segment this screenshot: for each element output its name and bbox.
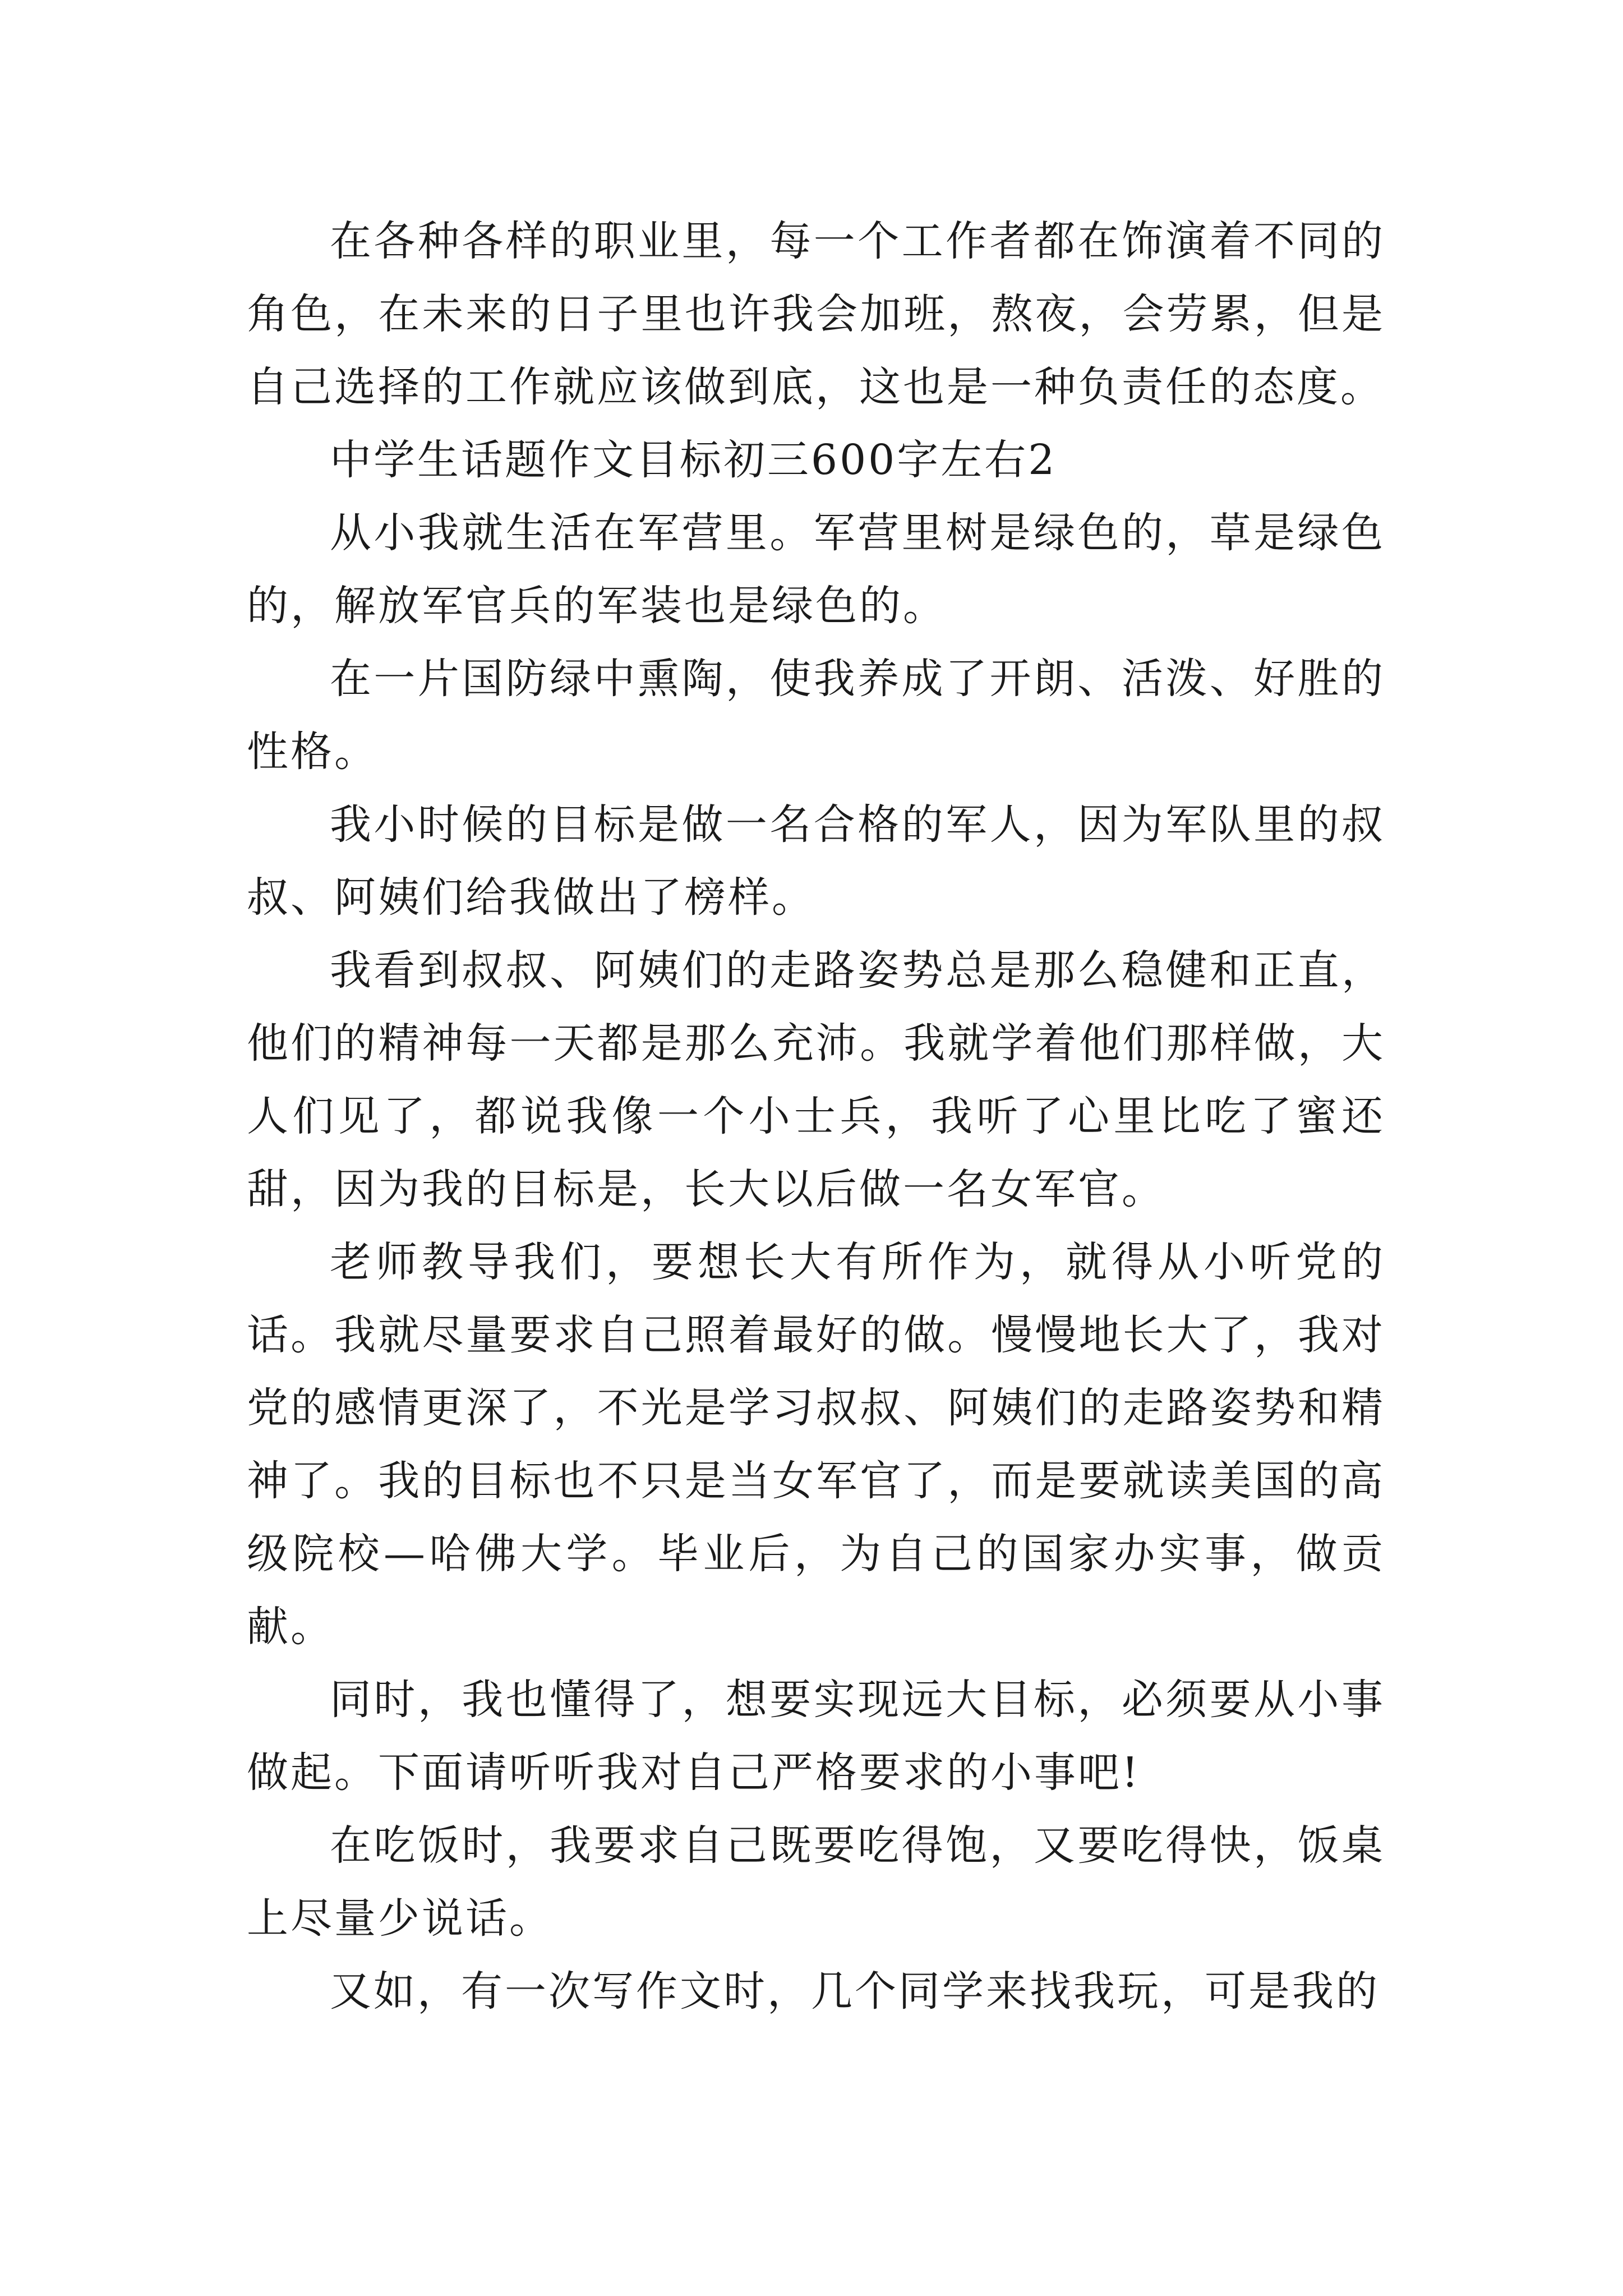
paragraph: 在吃饭时，我要求自己既要吃得饱，又要吃得快，饭桌上尽量少说话。 bbox=[247, 1821, 1385, 1943]
paragraph: 在一片国防绿中熏陶，使我养成了开朗、活泼、好胜的性格。 bbox=[247, 655, 1385, 776]
paragraph: 同时，我也懂得了，想要实现远大目标，必须要从小事做起。下面请听听我对自己严格要求的小事吧! bbox=[247, 1676, 1385, 1797]
paragraph: 又如，有一次写作文时，几个同学来找我玩，可是我的 bbox=[330, 1967, 1380, 2016]
paragraph: 从小我就生活在军营里。军营里树是绿色的，草是绿色的，解放军官兵的军装也是绿色的。 bbox=[247, 509, 1385, 630]
paragraph: 我看到叔叔、阿姨们的走路姿势总是那么稳健和正直，他们的精神每一天都是那么充沛。我就学着他们那样做，大人们见了，都说我像一个小士兵，我听了心里比吃了蜜还甜，因为我的目标是，长大以后做一名女军官。 bbox=[247, 946, 1385, 1213]
paragraph: 在各种各样的职业里，每一个工作者都在饰演着不同的角色，在未来的日子里也许我会加班，熬夜，会劳累，但是自己选择的工作就应该做到底，这也是一种负责任的态度。 bbox=[247, 217, 1385, 411]
paragraph: 我小时候的目标是做一名合格的军人，因为军队里的叔叔、阿姨们给我做出了榜样。 bbox=[247, 800, 1385, 922]
paragraph: 老师教导我们，要想长大有所作为，就得从小听党的话。我就尽量要求自己照着最好的做。慢慢地长大了，我对党的感情更深了，不光是学习叔叔、阿姨们的走路姿势和精神了。我的目标也不只是当女军官了，而是要就读美国的高级院校—哈佛大学。毕业后，为自己的国家办实事，做贡献。 bbox=[247, 1238, 1385, 1651]
section-heading: 中学生话题作文目标初三600字左右2 bbox=[330, 436, 1057, 484]
document-body bbox=[247, 205, 1385, 2028]
